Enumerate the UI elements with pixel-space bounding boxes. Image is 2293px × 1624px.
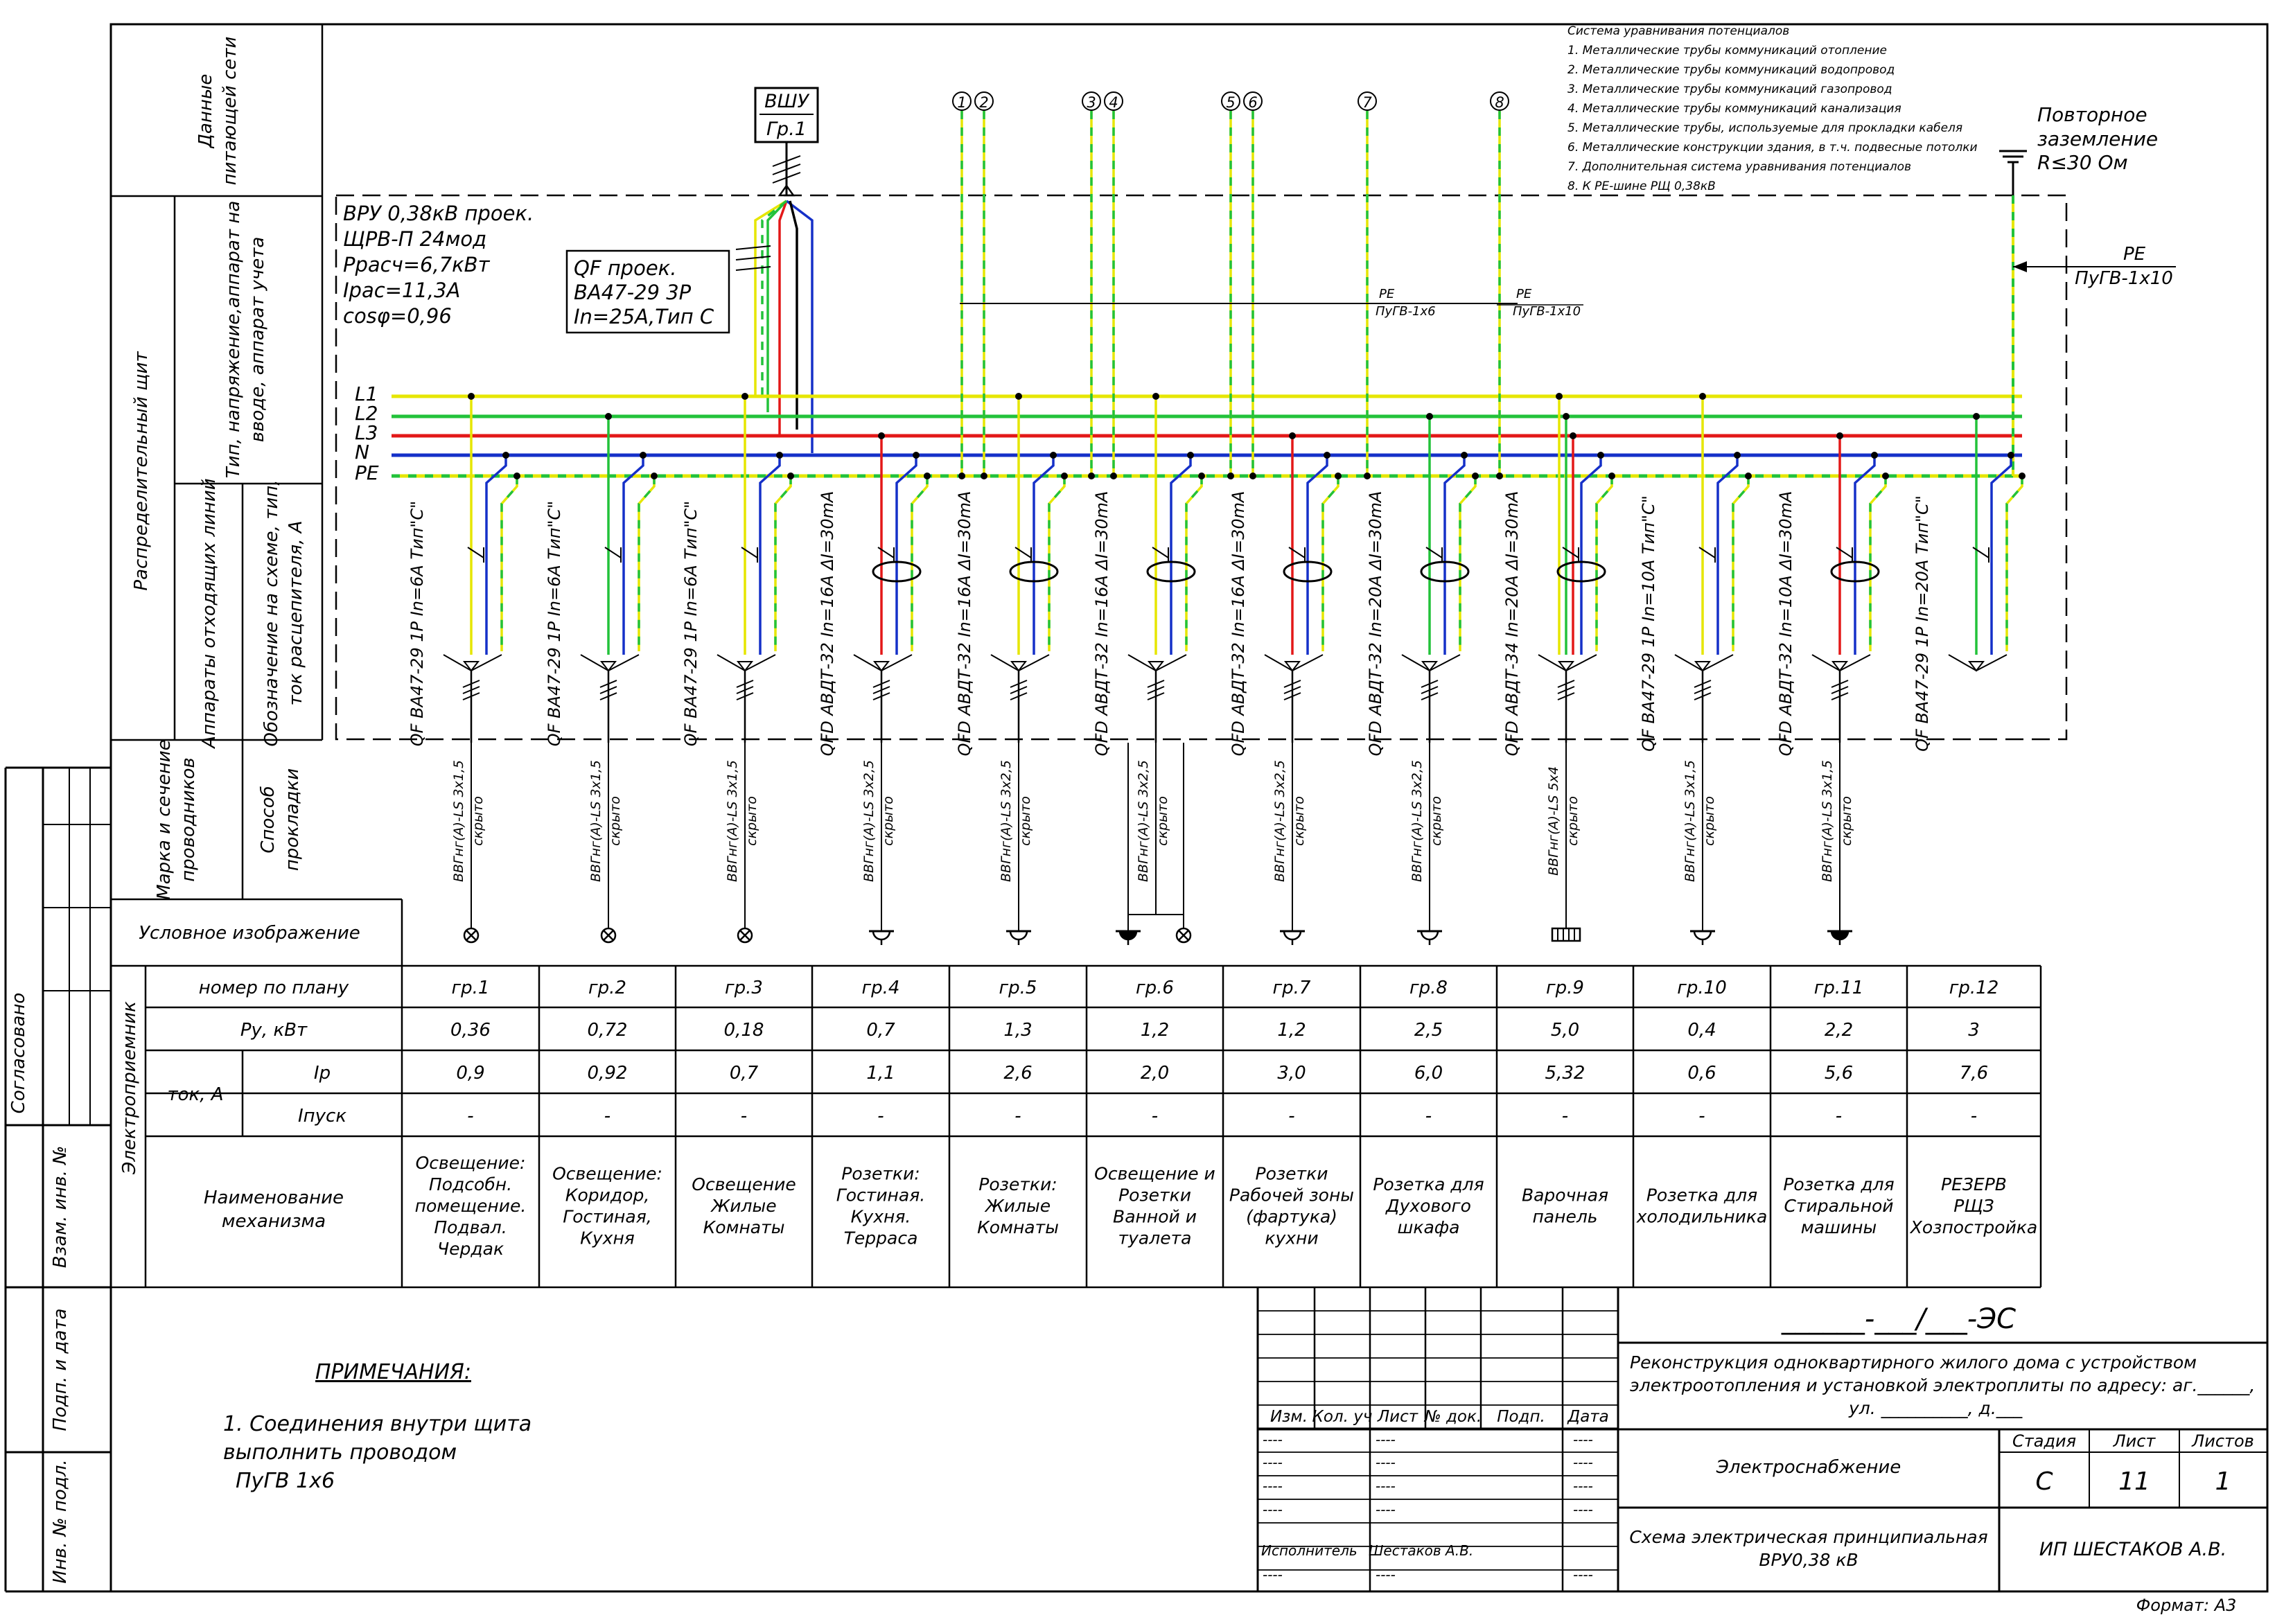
potential-item-4: 4. Металлические трубы коммуникаций канализация [1567, 102, 1901, 116]
group-ip: 1,1 [866, 1063, 895, 1084]
grounding-line-1: Повторное [2037, 103, 2147, 126]
bus-label-l3: L3 [355, 421, 378, 444]
group-name-line: Розетки [1255, 1163, 1328, 1184]
qf-main-line-1: QF проек. [574, 256, 677, 280]
breaker-label: QFD АВДТ-32 In=16А ΔI=30mA [1092, 491, 1112, 757]
group-istart: - [877, 1106, 884, 1127]
pe-wire [2007, 476, 2022, 651]
group-number: гр.6 [1136, 978, 1174, 998]
revision-dash: ---- [1263, 1454, 1283, 1471]
group-istart: - [467, 1106, 474, 1127]
group-name-line: Розетки: [978, 1174, 1057, 1194]
equalization-riser [953, 92, 971, 479]
neutral-wire [1445, 455, 1464, 655]
neutral-wire [897, 455, 916, 655]
group-name-line: Коридор, [565, 1185, 650, 1206]
equalization-number: 8 [1495, 94, 1504, 111]
group-name-line: кухни [1265, 1228, 1319, 1248]
group-istart: - [1835, 1106, 1843, 1127]
equalization-number: 7 [1362, 94, 1372, 111]
group-number: гр.9 [1546, 978, 1584, 998]
group-name-line: (фартука) [1246, 1206, 1337, 1227]
breaker-label: QF ВА47-29 1Р In=20А Тип"С" [1913, 495, 1932, 752]
revision-header-list: Лист [1377, 1408, 1418, 1426]
revision-dash: ---- [1573, 1566, 1593, 1583]
laying-label: скрыто [881, 796, 896, 846]
outgoing-group [407, 393, 526, 1259]
laying-label: скрыто [1702, 796, 1717, 846]
ip-label: Iр [313, 1063, 331, 1084]
pe-arrow-bottom: ПуГВ-1х10 [2075, 268, 2173, 289]
group-number: гр.7 [1272, 978, 1311, 998]
potential-item-1: 1. Металлические трубы коммуникаций отопление [1567, 44, 1888, 58]
drawing-name-2: ВРУ0,38 кВ [1759, 1550, 1859, 1570]
group-ip: 0,7 [729, 1063, 759, 1084]
panel-info-line-5: cosφ=0,96 [343, 304, 452, 328]
cable-label: ВВГнг(А)-LS 3х1,5 [451, 760, 466, 882]
laying-label: скрыто [1292, 796, 1307, 846]
group-name-line: туалета [1118, 1228, 1192, 1248]
revision-dash: ---- [1573, 1478, 1593, 1494]
notes-line-2: выполнить проводом [223, 1440, 457, 1465]
group-istart: - [1970, 1106, 1978, 1127]
distribution-label: Распределительный щит [131, 351, 152, 591]
group-name-line: Подсобн. [428, 1174, 513, 1194]
symbol-label: Условное изображение [139, 923, 360, 944]
plan-number-label: номер по плану [198, 978, 349, 998]
repeat-grounding [1999, 103, 2158, 195]
panel-info-line-2: ЩРВ-П 24мод [343, 227, 487, 251]
outgoing-group [818, 432, 931, 1248]
group-name-line: Комнаты [977, 1217, 1059, 1237]
potential-system-title: Система уравнивания потенциалов [1567, 24, 1790, 38]
revision-dash: ---- [1263, 1566, 1283, 1583]
grounding-line-3: R≤30 Ом [2037, 151, 2128, 174]
group-name-line: помещение. [414, 1196, 527, 1216]
laying-label: скрыто [744, 796, 759, 846]
istart-label: Iпуск [297, 1106, 347, 1127]
group-istart: - [1561, 1106, 1569, 1127]
group-number: гр.5 [999, 978, 1037, 998]
vshu-bottom: Гр.1 [766, 118, 807, 140]
group-name-line: Ванной и [1113, 1206, 1197, 1227]
bus-label-l2: L2 [355, 402, 378, 425]
project-line-3: ул. __________, д.___ [1849, 1398, 2023, 1418]
group-name-line: Стиральной [1784, 1196, 1894, 1216]
group-power: 1,3 [1003, 1020, 1033, 1041]
outgoing-group [1502, 393, 1615, 1227]
group-ip: 7,6 [1959, 1063, 1989, 1084]
group-name-line: шкафа [1397, 1217, 1460, 1237]
outgoing-group [1636, 393, 1768, 1227]
potential-item-8: 8. К PE-шине РЩ 0,38кВ [1567, 179, 1716, 193]
wire-mark-label-2: проводников [178, 757, 199, 882]
potential-item-7: 7. Дополнительная система уравнивания потенциалов [1567, 160, 1912, 174]
load-symbol-icon [1116, 743, 1191, 945]
grounding-line-2: заземление [2037, 127, 2159, 150]
outgoing-group [681, 393, 796, 1237]
group-name-line: панель [1532, 1206, 1598, 1227]
executor-label: Исполнитель [1261, 1542, 1358, 1559]
group-ip: 0,92 [587, 1063, 628, 1084]
cable-label: ВВГнг(А)-LS 3х2,5 [999, 760, 1014, 882]
group-power: 0,72 [587, 1020, 628, 1041]
mech-name-label-2: механизма [221, 1211, 326, 1232]
group-name-line: Чердак [437, 1239, 504, 1259]
network-label-2: питающей сети [220, 36, 240, 186]
equalization-riser [975, 92, 993, 479]
breaker-label: QF ВА47-29 1Р In=10А Тип"С" [1639, 495, 1658, 752]
revision-dash: ---- [1376, 1501, 1396, 1518]
laying-label: скрыто [471, 796, 486, 846]
revision-header-sign: Подп. [1497, 1408, 1545, 1426]
panel-info-line-1: ВРУ 0,38кВ проек. [343, 202, 534, 225]
left-labels [119, 37, 360, 1232]
group-number: гр.2 [588, 978, 626, 998]
panel-info [343, 202, 534, 328]
group-istart: - [1288, 1106, 1295, 1127]
drawing-name-1: Схема электрическая принципиальная [1629, 1527, 1988, 1547]
group-istart: - [740, 1106, 748, 1127]
cable-label: ВВГнг(А)-LS 5х4 [1546, 766, 1561, 876]
grounding-riser [2013, 195, 2176, 476]
pe-wire [1460, 476, 1475, 651]
group-power: 2,5 [1414, 1020, 1443, 1041]
group-ip: 6,0 [1414, 1063, 1443, 1084]
group-name-line: Комнаты [703, 1217, 785, 1237]
group-ip: 2,0 [1140, 1063, 1170, 1084]
revision-dash: ---- [1573, 1501, 1593, 1518]
breaker-label: QF ВА47-29 1Р In=6А Тип"С" [681, 500, 701, 747]
breaker-label: QF ВА47-29 1Р In=6А Тип"С" [407, 500, 427, 747]
breaker-label: QFD АВДТ-32 In=16А ΔI=30mA [1229, 491, 1248, 757]
vshu-top: ВШУ [764, 91, 809, 112]
neutral-wire [1171, 455, 1191, 655]
revision-dash: ---- [1376, 1478, 1396, 1494]
revision-dash: ---- [1376, 1566, 1396, 1583]
group-istart: - [1151, 1106, 1159, 1127]
group-name-line: Терраса [843, 1228, 918, 1248]
group-name-line: Розетки [1118, 1185, 1191, 1206]
group-name-line: Кухня [580, 1228, 635, 1248]
group-name-line: Варочная [1521, 1185, 1609, 1206]
pe-wire [1323, 476, 1338, 651]
breaker-label: QFD АВДТ-32 In=20А ΔI=30mA [1366, 491, 1385, 757]
pe-wire [775, 476, 791, 651]
notes [223, 1360, 531, 1493]
neutral-wire [1992, 455, 2011, 655]
outgoing-group [1909, 413, 2038, 1237]
stage-label: Стадия [2012, 1431, 2077, 1451]
equalization-risers [953, 92, 1509, 479]
group-ip: 5,32 [1545, 1063, 1585, 1084]
receiver-label: Электроприемник [119, 1001, 140, 1174]
group-power: 0,4 [1687, 1020, 1716, 1041]
pe-connection-line [960, 287, 1583, 319]
pe-small-1-bottom: ПуГВ-1х6 [1376, 304, 1436, 319]
document-code: ______-___/___-ЭС [1781, 1303, 2017, 1335]
project-line-2: электроотопления и установкой электроплиты по адресу: аг.______, [1630, 1375, 2256, 1395]
equalization-riser [1222, 92, 1240, 479]
group-power: 3 [1968, 1020, 1980, 1041]
pe-small-2-top: PE [1516, 287, 1532, 301]
laying-label: скрыто [1565, 796, 1581, 846]
outgoing-group [1092, 393, 1215, 1248]
group-name-line: Розетка для [1646, 1185, 1758, 1206]
group-name-line: холодильника [1636, 1206, 1768, 1227]
panel-info-line-4: Iрас=11,3А [343, 279, 461, 302]
mech-name-label-1: Наименование [203, 1188, 344, 1208]
ground-symbol-icon [1999, 151, 2027, 195]
notes-line-1: 1. Соединения внутри щита [223, 1412, 532, 1436]
potential-item-5: 5. Металлические трубы, используемые для прокладки кабеля [1567, 121, 1963, 135]
project-line-1: Реконструкция одноквартирного жилого дома с устройством [1630, 1352, 2197, 1373]
pe-arrow-top: РЕ [2123, 244, 2146, 265]
vshu-box [755, 88, 818, 195]
equalization-riser [1358, 92, 1376, 479]
potential-item-6: 6. Металлические конструкции здания, в т.ч. подвесные потолки [1567, 141, 1978, 155]
group-name-line: Подвал. [434, 1217, 507, 1237]
pe-wire [912, 476, 927, 651]
outgoing-group [1366, 413, 1484, 1237]
sheets-value: 1 [2215, 1467, 2231, 1496]
side-label-sign-date: Подп. и дата [50, 1308, 71, 1431]
group-istart: - [1014, 1106, 1021, 1127]
neutral-wire [1308, 455, 1327, 655]
equalization-riser [1244, 92, 1262, 479]
group-number: гр.1 [451, 978, 490, 998]
company-name: ИП ШЕСТАКОВ А.В. [2039, 1539, 2227, 1560]
group-name-line: Рабочей зоны [1229, 1185, 1355, 1206]
group-name-line: РЕЗЕРВ [1941, 1174, 2007, 1194]
revision-header-doc: № док. [1424, 1408, 1482, 1426]
neutral-wire [1718, 455, 1737, 655]
group-name-line: Кухня. [850, 1206, 911, 1227]
pe-wire [1049, 476, 1064, 651]
sheets-label: Листов [2192, 1431, 2254, 1451]
side-label-agreed: Согласовано [8, 992, 29, 1114]
outgoing-label: Аппараты отходящих линий [199, 478, 220, 748]
busbars [392, 396, 2022, 476]
breaker-label: QF ВА47-29 1Р In=6А Тип"С" [545, 500, 564, 747]
group-name-line: Розетка для [1373, 1174, 1484, 1194]
group-power: 0,18 [723, 1020, 764, 1041]
group-power: 1,2 [1277, 1020, 1306, 1041]
side-label-inv-orig: Инв. № подл. [50, 1459, 71, 1584]
revision-dash: ---- [1573, 1454, 1593, 1471]
neutral-wire [1581, 455, 1601, 655]
revision-dash: ---- [1376, 1454, 1396, 1471]
group-number: гр.4 [861, 978, 900, 998]
pe-small-1-top: PE [1379, 287, 1395, 301]
pe-wire [1186, 476, 1202, 651]
qf-main-line-3: In=25А,Тип С [574, 305, 714, 328]
group-name-line: Жилые [711, 1196, 777, 1216]
revision-dash: ---- [1573, 1431, 1593, 1448]
revision-header-date: Дата [1567, 1408, 1609, 1426]
qf-main-box [567, 251, 729, 333]
wire-mark-label-1: Марка и сечение [154, 739, 175, 900]
apparatus-label-1: Тип, напряжение,аппарат на [223, 200, 244, 479]
group-number: гр.3 [725, 978, 763, 998]
pe-wire [1597, 476, 1612, 651]
group-name-line: Освещение и [1094, 1163, 1215, 1184]
neutral-wire [1855, 455, 1874, 655]
cable-label: ВВГнг(А)-LS 3х1,5 [725, 760, 740, 882]
pe-wire [502, 476, 517, 651]
group-power: 0,36 [450, 1020, 491, 1041]
group-ip: 5,6 [1824, 1063, 1854, 1084]
potential-item-3: 3. Металлические трубы коммуникаций газопровод [1567, 82, 1892, 96]
group-power: 0,7 [866, 1020, 895, 1041]
stage-value: С [2035, 1467, 2053, 1496]
group-istart: - [1425, 1106, 1432, 1127]
group-name-line: машины [1800, 1217, 1877, 1237]
group-ip: 3,0 [1277, 1063, 1306, 1084]
group-power: 5,0 [1550, 1020, 1580, 1041]
cable-label: ВВГнг(А)-LS 3х2,5 [1409, 760, 1425, 882]
group-column-grid [539, 966, 1907, 1287]
equalization-riser [1082, 92, 1100, 479]
neutral-wire [760, 455, 780, 655]
outgoing-group [955, 393, 1068, 1237]
laying-label: скрыто [1839, 796, 1854, 846]
equalization-riser [1491, 92, 1509, 479]
pe-wire [639, 476, 654, 651]
bus-labels [355, 382, 379, 484]
group-number: гр.8 [1409, 978, 1448, 998]
outgoing-group [545, 413, 662, 1248]
breaker-label: QFD АВДТ-32 In=16А ΔI=30mA [818, 491, 837, 757]
bus-label-l1: L1 [355, 382, 378, 405]
group-ip: 0,6 [1687, 1063, 1716, 1084]
group-name-line: Духового [1386, 1196, 1471, 1216]
bus-label-n: N [355, 441, 369, 464]
group-ip: 0,9 [456, 1063, 485, 1084]
current-label: ток, А [167, 1084, 224, 1105]
group-number: гр.12 [1949, 978, 1999, 998]
breaker-label: QFD АВДТ-34 In=20А ΔI=30mA [1502, 491, 1522, 757]
revision-dash: ---- [1263, 1431, 1283, 1448]
breaker-label: QFD АВДТ-32 In=10А ΔI=30mA [1776, 491, 1795, 757]
group-number: гр.11 [1813, 978, 1864, 998]
equalization-number: 2 [979, 94, 989, 111]
revision-dash: ---- [1263, 1478, 1283, 1494]
group-name-line: Гостиная, [563, 1206, 652, 1227]
group-number: гр.10 [1677, 978, 1727, 998]
group-name-line: Розетка для [1783, 1174, 1895, 1194]
revision-dash: ---- [1376, 1431, 1396, 1448]
cable-label: ВВГнг(А)-LS 3х1,5 [588, 760, 604, 882]
group-istart: - [604, 1106, 611, 1127]
notes-line-3: ПуГВ 1х6 [236, 1469, 335, 1493]
executor-name: Шестаков А.В. [1369, 1542, 1474, 1559]
qf-main-line-2: ВА47-29 3Р [574, 281, 692, 304]
potential-system-list [1567, 24, 1978, 193]
apparatus-label-2: вводе, аппарат учета [247, 236, 268, 443]
title-block-text [1261, 1303, 2255, 1615]
panel-info-line-3: Pрасч=6,7кВт [343, 253, 490, 276]
network-label-1: Данные [195, 73, 216, 148]
group-ip: 2,6 [1003, 1063, 1033, 1084]
outgoing-group [1229, 432, 1354, 1248]
laying-label: скрыто [1018, 796, 1033, 846]
sheet-label: Лист [2113, 1431, 2156, 1451]
neutral-wire [624, 455, 643, 655]
outgoing-group [1776, 432, 1895, 1237]
laying-label: скрыто [608, 796, 623, 846]
designation-label-1: Обозначение на схеме, тип, [261, 479, 282, 747]
group-power: 1,2 [1140, 1020, 1170, 1041]
cable-label: ВВГнг(А)-LS 3х1,5 [1820, 760, 1835, 882]
group-name-line: Освещение: [415, 1153, 526, 1173]
designation-label-2: ток расцепителя, А [285, 520, 306, 706]
sheet-value: 11 [2118, 1467, 2150, 1496]
group-name-line: Розетки: [841, 1163, 920, 1184]
equalization-number: 4 [1109, 94, 1118, 111]
revision-dash: ---- [1263, 1501, 1283, 1518]
notes-title: ПРИМЕЧАНИЯ: [315, 1360, 471, 1384]
group-istart: - [1698, 1106, 1705, 1127]
bus-label-pe: PE [355, 461, 379, 484]
revision-header-kol: Кол. уч [1312, 1408, 1373, 1426]
pe-wire [1733, 476, 1748, 651]
laying-label: скрыто [1155, 796, 1170, 846]
cable-label: ВВГнг(А)-LS 3х2,5 [861, 760, 877, 882]
group-name-line: Жилые [985, 1196, 1051, 1216]
equalization-number: 1 [957, 94, 967, 111]
laying-label-1: Способ [258, 786, 279, 854]
group-name-line: Освещение: [552, 1163, 662, 1184]
potential-item-2: 2. Металлические трубы коммуникаций водопровод [1567, 63, 1895, 77]
side-label-replace-inv: Взам. инв. № [50, 1145, 71, 1269]
group-name-line: РЩЗ [1953, 1196, 1994, 1216]
equalization-number: 6 [1248, 94, 1258, 111]
power-label: Ру, кВт [240, 1020, 308, 1041]
pe-small-2-bottom: ПуГВ-1х10 [1513, 304, 1581, 319]
neutral-wire [486, 455, 506, 655]
group-name-line: Хозпостройка [1910, 1217, 2038, 1237]
equalization-number: 3 [1087, 94, 1096, 111]
equalization-number: 5 [1226, 94, 1236, 111]
revision-header-izm: Изм. [1270, 1408, 1308, 1426]
group-power: 2,2 [1824, 1020, 1854, 1041]
pe-wire [1870, 476, 1886, 651]
laying-label-2: прокладки [282, 768, 303, 872]
equalization-riser [1105, 92, 1123, 479]
laying-label: скрыто [1429, 796, 1444, 846]
section-name: Электроснабжение [1716, 1457, 1901, 1478]
cable-label: ВВГнг(А)-LS 3х1,5 [1683, 760, 1698, 882]
group-name-line: Освещение [692, 1174, 796, 1194]
format-label: Формат: А3 [2136, 1596, 2237, 1615]
neutral-wire [1034, 455, 1053, 655]
cable-label: ВВГнг(А)-LS 3х2,5 [1272, 760, 1288, 882]
group-name-line: Гостиная. [836, 1185, 926, 1206]
cable-label: ВВГнг(А)-LS 3х2,5 [1136, 760, 1151, 882]
breaker-label: QFD АВДТ-32 In=16А ΔI=30mA [955, 491, 974, 757]
